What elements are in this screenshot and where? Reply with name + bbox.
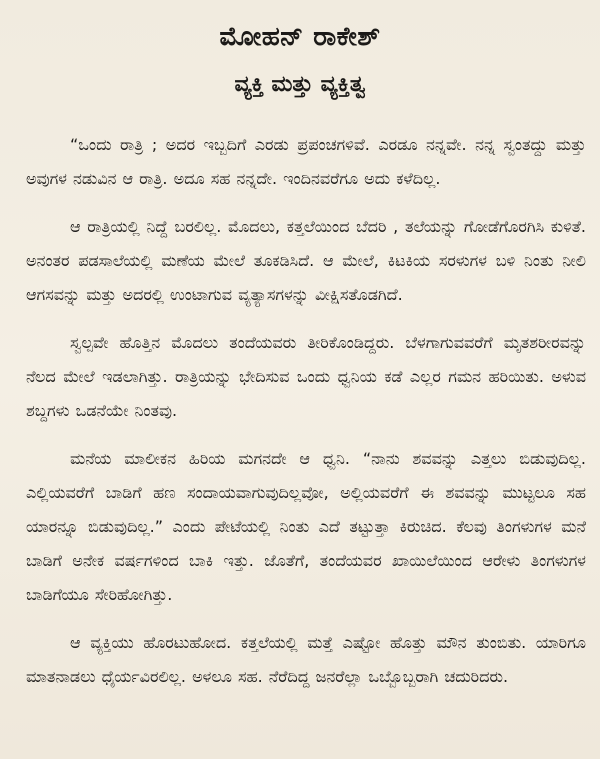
- paragraph-3: ಸ್ವಲ್ಪವೇ ಹೊತ್ತಿನ ಮೊದಲು ತಂದೆಯವರು ತೀರಿಕೊಂಡಿದ್ದರು. ಬೆಳಗಾಗುವವರೆಗೆ ಮೃತಶರೀರವನ್ನು ನೆಲದ ಮೇಲೆ ಇಡಲಾಗಿತ್ತು. ರಾತ್ರಿಯನ್ನು ಭೇದಿಸುವ ಒಂದು ಧ್ವನಿಯ ಕಡೆ ಎಲ್ಲರ ಗಮನ ಹರಿಯಿತು. ಅಳುವ ಶಬ್ದಗಳು ಒಡನೆಯೇ ನಿಂತವು.: [26, 333, 586, 420]
- author-heading: ಮೋಹನ್ ರಾಕೇಶ್: [219, 22, 381, 52]
- paragraph-2: ಆ ರಾತ್ರಿಯಲ್ಲಿ ನಿದ್ದೆ ಬರಲಿಲ್ಲ. ಮೊದಲು, ಕತ್ತಲೆಯಿಂದ ಬೆದರಿ , ತಲೆಯನ್ನು ಗೋಡೆಗೊರಗಿಸಿ ಕುಳಿತೆ. ಅನಂತರ ಪಡಸಾಲೆಯಲ್ಲಿ ಮಣೆಯ ಮೇಲೆ ತೂಕಡಿಸಿದೆ. ಆ ಮೇಲೆ, ಕಿಟಕಿಯ ಸರಳುಗಳ ಬಳಿ ನಿಂತು ನೀಲಿ ಆಗಸವನ್ನು ಮತ್ತು ಅದರಲ್ಲಿ ಉಂಟಾಗುವ ವ್ಯತ್ಯಾಸಗಳನ್ನು ವೀಕ್ಷಿಸತೊಡಗಿದೆ.: [26, 217, 586, 304]
- paragraph-5: ಆ ವ್ಯಕ್ತಿಯು ಹೊರಟುಹೋದ. ಕತ್ತಲೆಯಲ್ಲಿ ಮತ್ತೆ ಎಷ್ಟೋ ಹೊತ್ತು ಮೌನ ತುಂಬಿತು. ಯಾರಿಗೂ ಮಾತನಾಡಲು ಧೈರ್ಯವಿರಲಿಲ್ಲ. ಅಳಲೂ ಸಹ. ನೆರೆದಿದ್ದ ಜನರೆಲ್ಲಾ ಒಬ್ಬೊಬ್ಬರಾಗಿ ಚದುರಿದರು.: [26, 633, 586, 686]
- body-text: [26, 128, 586, 708]
- chapter-title: ವ್ಯಕ್ತಿ ಮತ್ತು ವ್ಯಕ್ತಿತ್ವ: [234, 72, 366, 97]
- paragraph-4: ಮನೆಯ ಮಾಲೀಕನ ಹಿರಿಯ ಮಗನದೇ ಆ ಧ್ವನಿ. “ನಾನು ಶವವನ್ನು ಎತ್ತಲು ಬಿಡುವುದಿಲ್ಲ. ಎಲ್ಲಿಯವರೆಗೆ ಬಾಡಿಗೆ ಹಣ ಸಂದಾಯವಾಗುವುದಿಲ್ಲವೋ, ಅಲ್ಲಿಯವರೆಗೆ ಈ ಶವವನ್ನು ಮುಟ್ಟಲೂ ಸಹ ಯಾರನ್ನೂ ಬಿಡುವುದಿಲ್ಲ.” ಎಂದು ಪೇಟೆಯಲ್ಲಿ ನಿಂತು ಎದೆ ತಟ್ಟುತ್ತಾ ಕಿರುಚಿದ. ಕೆಲವು ತಿಂಗಳುಗಳ ಮನೆ ಬಾಡಿಗೆ ಅನೇಕ ವರ್ಷಗಳಿಂದ ಬಾಕಿ ಇತ್ತು. ಜೊತೆಗೆ, ತಂದೆಯವರ ಖಾಯಿಲೆಯಿಂದ ಆರೇಳು ತಿಂಗಳುಗಳ ಬಾಡಿಗೆಯೂ ಸೇರಿಹೋಗಿತ್ತು.: [26, 449, 586, 604]
- paragraph-1: “ಒಂದು ರಾತ್ರಿ ; ಅದರ ಇಬ್ಬದಿಗೆ ಎರಡು ಪ್ರಪಂಚಗಳಿವೆ. ಎರಡೂ ನನ್ನವೇ. ನನ್ನ ಸ್ವಂತದ್ದು ಮತ್ತು ಅವುಗಳ ನಡುವಿನ ಆ ರಾತ್ರಿ. ಅದೂ ಸಹ ನನ್ನದೇ. ಇಂದಿನವರೆಗೂ ಅದು ಕಳೆದಿಲ್ಲ.: [26, 135, 586, 188]
